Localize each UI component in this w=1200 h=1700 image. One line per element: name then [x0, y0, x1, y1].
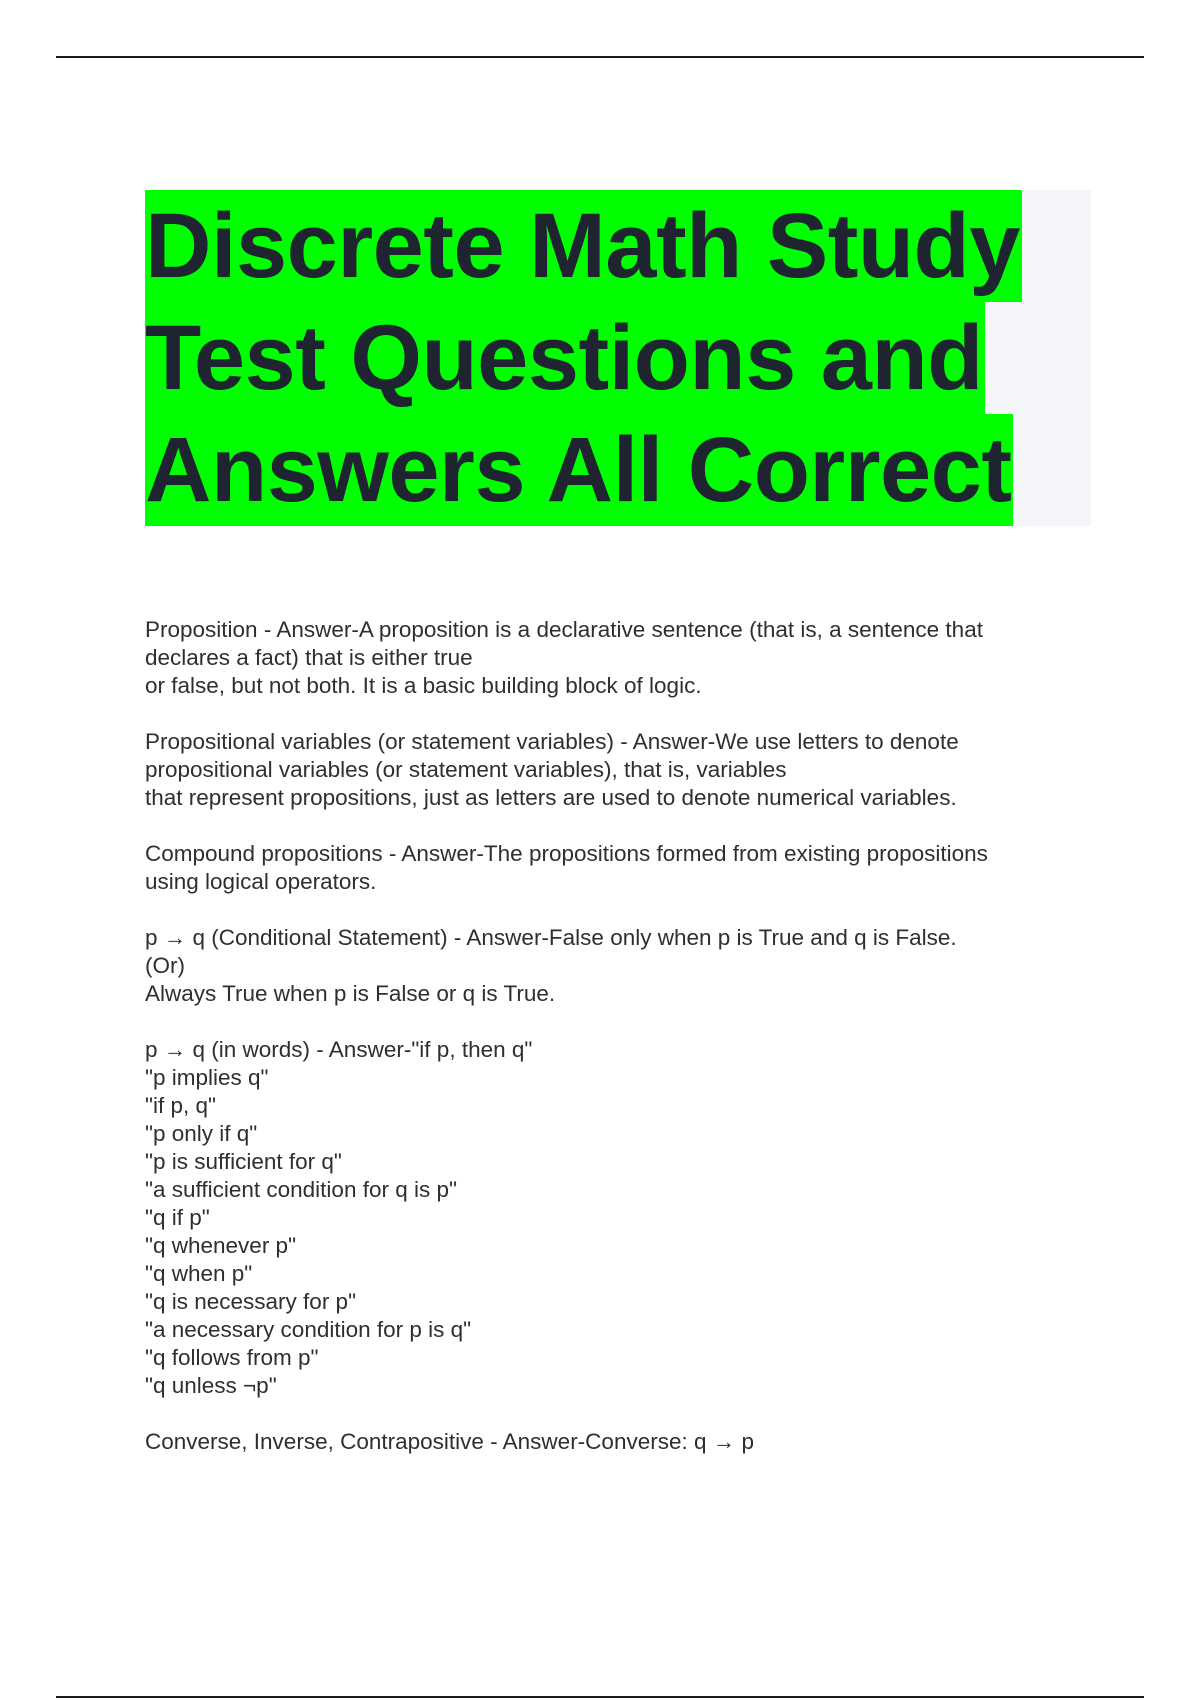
- qa-line: "q follows from p": [145, 1345, 319, 1370]
- qa-line: "p only if q": [145, 1121, 258, 1146]
- qa-line: propositional variables (or statement variables), that is, variables: [145, 757, 787, 782]
- qa-entry-conditional-statement: [145, 924, 1075, 1008]
- qa-line: "q unless ¬p": [145, 1373, 277, 1398]
- qa-line: "q is necessary for p": [145, 1289, 357, 1314]
- qa-entry-proposition: [145, 616, 1075, 700]
- qa-line: "p is sufficient for q": [145, 1149, 342, 1174]
- title-line: Discrete Math Study: [145, 190, 1022, 302]
- qa-line: "q whenever p": [145, 1233, 297, 1258]
- qa-line: using logical operators.: [145, 869, 377, 894]
- qa-line: p → q (in words) - Answer-"if p, then q": [145, 1037, 533, 1062]
- qa-line: Proposition - Answer-A proposition is a declarative sentence (that is, a sentence that: [145, 617, 983, 642]
- qa-entry-compound-propositions: [145, 840, 1075, 896]
- qa-line: Converse, Inverse, Contrapositive - Answer-Converse: q → p: [145, 1429, 755, 1454]
- qa-line: Propositional variables (or statement variables) - Answer-We use letters to denote: [145, 729, 959, 754]
- qa-content: [145, 616, 1075, 1484]
- qa-line: (Or): [145, 953, 185, 978]
- qa-line: declares a fact) that is either true: [145, 645, 473, 670]
- qa-line: p → q (Conditional Statement) - Answer-False only when p is True and q is False.: [145, 925, 957, 950]
- qa-line: "if p, q": [145, 1093, 217, 1118]
- qa-line: "q if p": [145, 1205, 210, 1230]
- qa-entry-conditional-in-words: [145, 1036, 1075, 1400]
- qa-line: "a sufficient condition for q is p": [145, 1177, 457, 1202]
- title-line: Test Questions and: [145, 302, 985, 414]
- qa-line: that represent propositions, just as letters are used to denote numerical variables.: [145, 785, 957, 810]
- qa-line: Always True when p is False or q is True.: [145, 981, 556, 1006]
- qa-entry-propositional-variables: [145, 728, 1075, 812]
- title-line: Answers All Correct: [145, 414, 1013, 526]
- document-title: [145, 190, 1095, 526]
- qa-line: "p implies q": [145, 1065, 269, 1090]
- qa-line: "q when p": [145, 1261, 253, 1286]
- qa-line: "a necessary condition for p is q": [145, 1317, 472, 1342]
- qa-line: Compound propositions - Answer-The propositions formed from existing propositions: [145, 841, 988, 866]
- qa-entry-converse-inverse-contrapositive: [145, 1428, 1075, 1456]
- bottom-rule: [56, 1696, 1144, 1698]
- qa-line: or false, but not both. It is a basic building block of logic.: [145, 673, 702, 698]
- top-rule: [56, 56, 1144, 58]
